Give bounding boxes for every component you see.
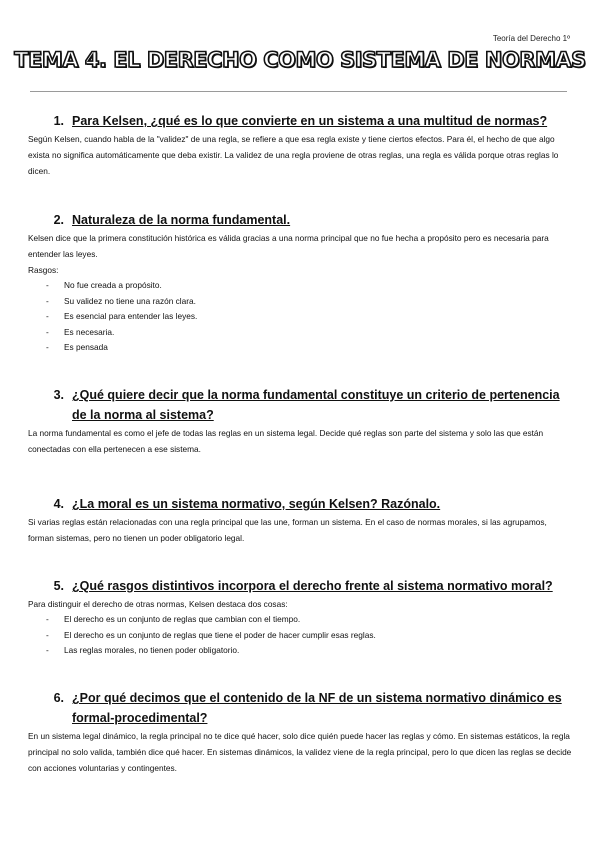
question-number: 1. xyxy=(53,114,64,128)
list-item: - El derecho es un conjunto de reglas que tiene el poder de hacer cumplir esas reglas. xyxy=(46,629,376,640)
question-text: ¿Qué quiere decir que la norma fundamental constituye un criterio de pertenencia de la norma al sistema? xyxy=(72,388,560,422)
features-label: Rasgos: xyxy=(28,265,59,275)
question-number: 3. xyxy=(53,388,64,402)
question-heading xyxy=(28,210,573,230)
question-heading xyxy=(28,688,573,728)
list-item: - Su validez no tiene una razón clara. xyxy=(46,295,196,306)
course-label: Teoría del Derecho 1º xyxy=(492,34,570,43)
page-title: TEMA 4. EL DERECHO COMO SISTEMA DE NORMAS xyxy=(14,48,586,72)
answer-paragraph: Si varias reglas están relacionadas con una regla principal que las une, forman un sistema. En el caso de normas morales, si las agrupamos, forman sistemas, pero no tienen un poder obligatorio legal. xyxy=(28,517,547,543)
answer-paragraph: Según Kelsen, cuando habla de la "validez" de una regla, se refiere a que esa regla existe y tiene ciertos efectos. Para él, el hecho de que algo exista no significa automáticamente que deba existir. La validez de una regla proviene de otras reglas, una regla es válida porque otras reglas lo dicen. xyxy=(28,134,559,176)
section-1 xyxy=(28,111,573,179)
list-item: - No fue creada a propósito. xyxy=(46,280,162,290)
question-text: Para Kelsen, ¿qué es lo que convierte en un sistema a una multitud de normas? xyxy=(72,114,548,128)
question-heading xyxy=(28,385,573,425)
list-item: - Es esencial para entender las leyes. xyxy=(46,311,198,322)
question-number: 6. xyxy=(53,691,64,705)
title-divider xyxy=(30,91,567,92)
question-heading xyxy=(28,576,573,596)
list-item: - Es necesaria. xyxy=(46,326,115,337)
features-list xyxy=(28,278,573,356)
question-text: ¿Qué rasgos distintivos incorpora el derecho frente al sistema normativo moral? xyxy=(72,579,553,593)
question-number: 2. xyxy=(53,213,64,227)
answer-paragraph: Para distinguir el derecho de otras normas, Kelsen destaca dos cosas: xyxy=(28,599,288,609)
list-item: - El derecho es un conjunto de reglas que cambian con el tiempo. xyxy=(46,614,301,624)
question-heading xyxy=(28,111,573,131)
section-6 xyxy=(28,688,573,776)
question-text: ¿La moral es un sistema normativo, según Kelsen? Razónalo. xyxy=(72,497,441,511)
section-2 xyxy=(28,210,573,356)
question-heading xyxy=(28,494,573,514)
question-number: 5. xyxy=(53,579,64,593)
question-number: 4. xyxy=(53,497,64,511)
question-text: ¿Por qué decimos que el contenido de la NF de un sistema normativo dinámico es formal-procedimental? xyxy=(72,691,562,725)
question-text: Naturaleza de la norma fundamental. xyxy=(72,213,291,227)
section-5 xyxy=(28,576,573,659)
section-4 xyxy=(28,494,573,546)
section-3 xyxy=(28,385,573,457)
list-item: - Las reglas morales, no tienen poder obligatorio. xyxy=(46,645,240,656)
answer-paragraph: Kelsen dice que la primera constitución histórica es válida gracias a una norma principal que no fue hecha a propósito pero es necesaria para entender las leyes. xyxy=(28,233,549,259)
answer-paragraph: La norma fundamental es como el jefe de todas las reglas en un sistema legal. Decide qué reglas son parte del sistema y solo las que están conectadas con ella pertenecen a ese sistema. xyxy=(28,428,544,454)
list-item: - Es pensada xyxy=(46,342,108,353)
answer-paragraph: En un sistema legal dinámico, la regla principal no te dice qué hacer, solo dice quién puede hacer las reglas y cómo. En sistemas estáticos, la regla principal no solo valida, también dice qué hacer. En sistemas dinámicos, la validez viene de la regla principal, pero lo que dicen las reglas se decide con acciones voluntarias y contingentes. xyxy=(28,731,572,773)
traits-list xyxy=(28,612,573,659)
